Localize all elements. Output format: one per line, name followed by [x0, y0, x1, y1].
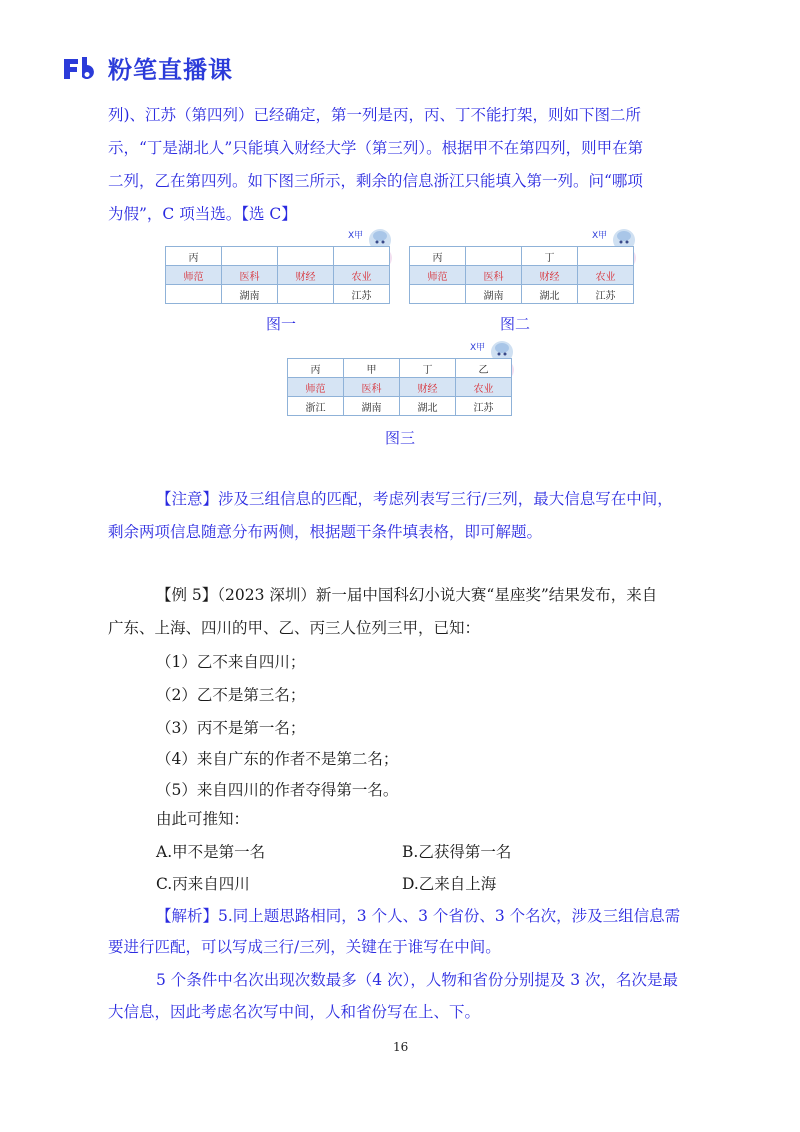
table-cell: 财经	[278, 266, 334, 285]
table-cell: 丁	[400, 359, 456, 378]
option-c: C.丙来自四川	[156, 875, 250, 893]
table-cell: 农业	[334, 266, 390, 285]
table-cell: 财经	[522, 266, 578, 285]
table-cell: 丙	[288, 359, 344, 378]
example-line-2: 广东、上海、四川的甲、乙、丙三人位列三甲，已知：	[108, 619, 481, 637]
table-cell: 师范	[166, 266, 222, 285]
analysis-line-1: 【解析】5.同上题思路相同，3 个人、3 个省份、3 个名次，涉及三组信息需	[156, 907, 681, 925]
option-b: B.乙获得第一名	[402, 843, 512, 861]
table-cell	[578, 247, 634, 266]
table-cell: 湖北	[522, 285, 578, 304]
table-cell: 湖南	[466, 285, 522, 304]
table-cell: 湖北	[400, 397, 456, 416]
figure-2-table	[409, 246, 634, 304]
table-cell: 甲	[344, 359, 400, 378]
table-cell: 丙	[166, 247, 222, 266]
note-line-1: 【注意】涉及三组信息的匹配，考虑列表写三行/三列，最大信息写在中间，	[156, 490, 673, 508]
table-cell: 医科	[344, 378, 400, 397]
table-cell	[278, 247, 334, 266]
condition-1: （1）乙不来自四川；	[156, 653, 306, 671]
figure-3-tag: X甲	[470, 343, 486, 353]
table-cell: 农业	[456, 378, 512, 397]
table-cell	[278, 285, 334, 304]
question-prompt: 由此可推知：	[156, 810, 250, 828]
table-cell	[334, 247, 390, 266]
figure-2	[409, 226, 637, 304]
brand-name: 粉笔直播课	[108, 56, 233, 84]
table-cell	[166, 285, 222, 304]
condition-5: （5）来自四川的作者夺得第一名。	[156, 781, 399, 799]
table-cell: 湖南	[222, 285, 278, 304]
analysis-line-4: 大信息，因此考虑名次写中间，人和省份写在上、下。	[108, 1003, 481, 1021]
table-cell: 浙江	[288, 397, 344, 416]
figure-3-table	[287, 358, 512, 416]
figure-1	[165, 226, 393, 304]
table-cell: 医科	[222, 266, 278, 285]
figure-3	[287, 338, 515, 416]
table-cell: 丁	[522, 247, 578, 266]
table-cell: 湖南	[344, 397, 400, 416]
header-logo	[62, 50, 233, 85]
figure-1-tag: X甲	[348, 231, 364, 241]
table-cell: 师范	[410, 266, 466, 285]
table-cell: 江苏	[334, 285, 390, 304]
intro-line-1: 列)、江苏（第四列）已经确定，第一列是丙，丙、丁不能打架，则如下图二所	[108, 106, 642, 124]
option-a: A.甲不是第一名	[156, 843, 266, 861]
figure-1-caption: 图一	[266, 315, 297, 333]
page-number: 16	[393, 1040, 409, 1054]
condition-4: （4）来自广东的作者不是第二名；	[156, 750, 399, 768]
fb-logo-icon	[62, 55, 102, 81]
figure-2-caption: 图二	[500, 315, 531, 333]
table-cell: 江苏	[456, 397, 512, 416]
option-d: D.乙来自上海	[402, 875, 497, 893]
condition-2: （2）乙不是第三名；	[156, 686, 306, 704]
analysis-line-3: 5 个条件中名次出现次数最多（4 次），人物和省份分别提及 3 次，名次是最	[156, 971, 679, 989]
intro-line-4: 为假”，C 项当选。【选 C】	[108, 205, 297, 223]
intro-line-2: 示，“丁是湖北人”只能填入财经大学（第三列）。根据甲不在第四列，则甲在第	[108, 139, 644, 157]
note-line-2: 剩余两项信息随意分布两侧，根据题干条件填表格，即可解题。	[108, 523, 543, 541]
figure-1-table	[165, 246, 390, 304]
table-cell	[222, 247, 278, 266]
table-cell: 医科	[466, 266, 522, 285]
intro-line-3: 二列，乙在第四列。如下图三所示，剩余的信息浙江只能填入第一列。问“哪项	[108, 172, 643, 190]
table-cell: 丙	[410, 247, 466, 266]
example-line-1: 【例 5】（2023 深圳）新一届中国科幻小说大赛“星座奖”结果发布，来自	[156, 586, 658, 604]
table-cell: 财经	[400, 378, 456, 397]
figure-3-caption: 图三	[385, 429, 416, 447]
table-cell: 江苏	[578, 285, 634, 304]
condition-3: （3）丙不是第一名；	[156, 719, 306, 737]
figure-2-tag: X甲	[592, 231, 608, 241]
analysis-line-2: 要进行匹配，可以写成三行/三列，关键在于谁写在中间。	[108, 938, 501, 956]
table-cell	[410, 285, 466, 304]
table-cell	[466, 247, 522, 266]
table-cell: 师范	[288, 378, 344, 397]
table-cell: 农业	[578, 266, 634, 285]
table-cell: 乙	[456, 359, 512, 378]
